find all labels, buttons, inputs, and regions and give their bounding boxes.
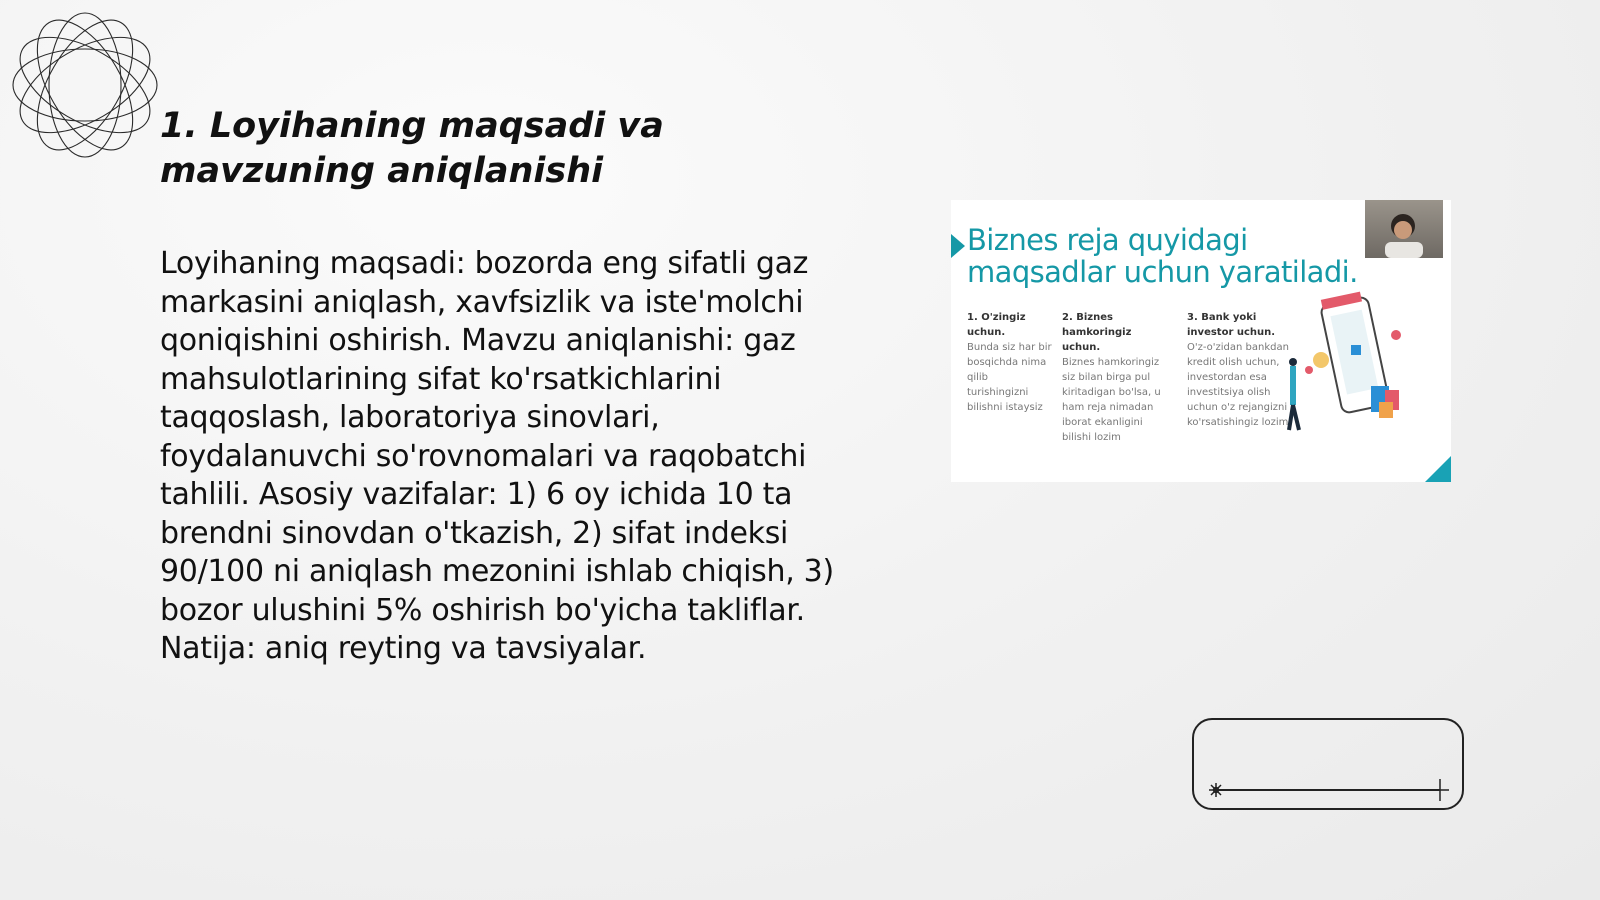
image-column-heading: 2. Biznes hamkoringiz uchun. <box>1062 312 1132 353</box>
person-icon <box>1365 200 1443 258</box>
image-column-text: Biznes hamkoringiz siz bilan birga pul kiritadigan bo'lsa, u ham reja nimadan iborat ekanligini bilishi lozim <box>1062 357 1161 443</box>
image-title <box>967 224 1358 288</box>
orbit-ornament-icon <box>10 10 160 160</box>
embedded-slide-image <box>951 200 1451 482</box>
media-progress-widget[interactable] <box>1192 718 1464 810</box>
webcam-thumbnail <box>1365 200 1443 258</box>
image-column-text: Bunda siz har bir bosqichda nima qilib turishingizni bilishni istaysiz <box>967 342 1052 413</box>
image-column <box>967 310 1052 415</box>
progress-track <box>1192 718 1464 810</box>
image-column-heading: 3. Bank yoki investor uchun. <box>1187 312 1276 338</box>
image-title-line: Biznes reja quyidagi <box>967 223 1248 257</box>
image-column <box>1187 310 1292 430</box>
corner-accent <box>1425 456 1451 482</box>
crosshair-icon <box>1431 779 1449 801</box>
slide-body-text: Loyihaning maqsadi: bozorda eng sifatli gaz markasini aniqlash, xavfsizlik va iste'molchi qoniqishini oshirish. Mavzu aniqlanishi: gaz mahsulotlarining sifat ko'rsatkichlarini taqqoslash, laboratoriya sinovlari, foydalanuvchi so'rovnomalari va raqobatchi tahlili. Asosiy vazifalar: 1) 6 oy ichida 10 ta brendni sinovdan o'tkazish, 2) sifat indeksi 90/100 ni aniqlash mezonini ishlab chiqish, 3) bozor ulushini 5% oshirish bo'yicha takliflar. Natija: aniq reyting va tavsiyalar. <box>160 246 834 666</box>
image-column <box>1062 310 1162 445</box>
shopping-phone-illustration <box>1281 290 1431 460</box>
slide-title: 1. Loyihaning maqsadi va mavzuning aniqlanishi <box>160 106 664 191</box>
image-column-text: O'z-o'zidan bankdan kredit olish uchun, investordan esa investitsiya olish uchun o'z rejangizni ko'rsatishingiz lozim <box>1187 342 1289 428</box>
image-title-line: maqsadlar uchun yaratiladi. <box>967 255 1358 289</box>
sparkle-icon <box>1209 783 1223 797</box>
image-column-heading: 1. O'zingiz uchun. <box>967 312 1026 338</box>
play-arrow-icon <box>951 234 965 258</box>
